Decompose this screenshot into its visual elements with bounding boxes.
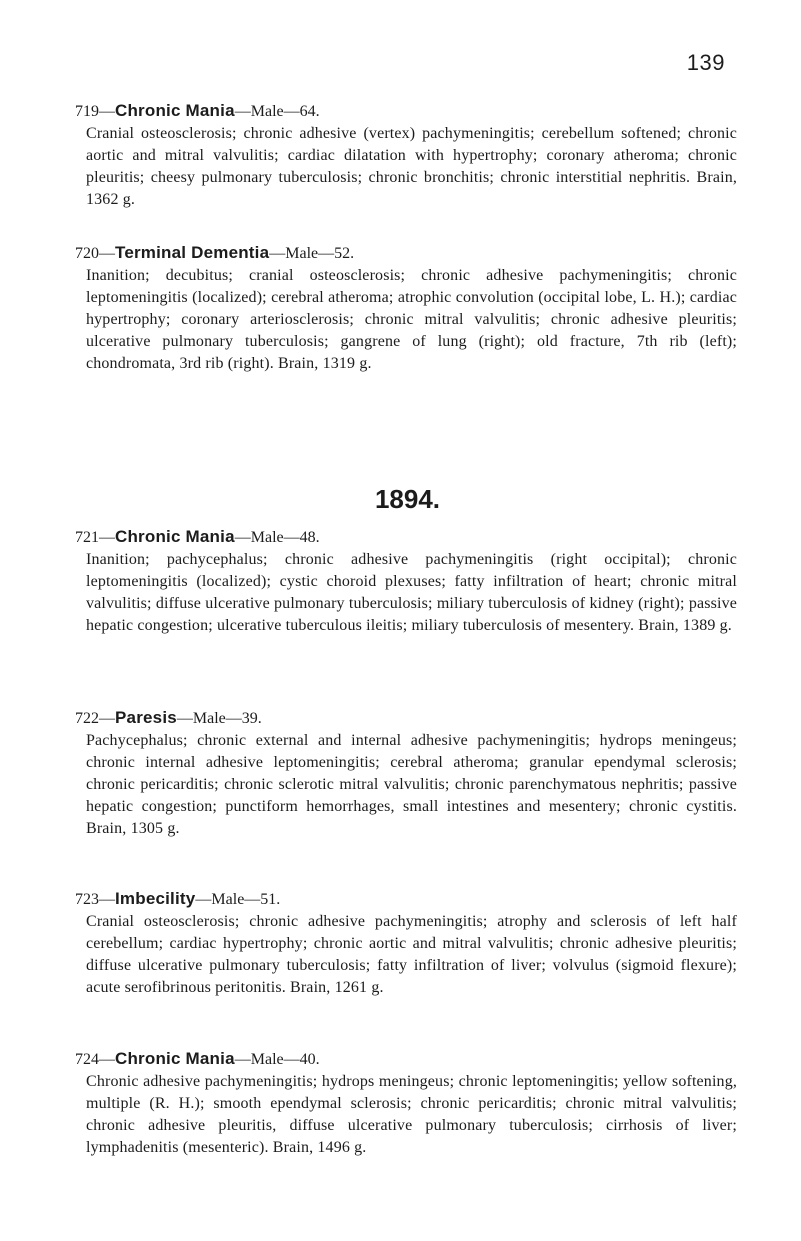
diagnosis: Chronic Mania xyxy=(115,101,235,120)
case-entry-723 xyxy=(75,888,737,999)
autopsy-findings: Cranial osteosclerosis; chronic adhesive pachymeningitis; atrophy and sclerosis of left half cerebellum; cardiac hypertrophy; chronic aortic and mitral valvulitis; chronic adhesive pleuritis; diffuse ulcerative pulmonary tuberculosis; fatty infiltration of liver; volvulus (sigmoid flexure); acute serofibrinous peritonitis. Brain, 1261 g. xyxy=(86,913,737,996)
diagnosis: Terminal Dementia xyxy=(115,243,270,262)
case-entry-721 xyxy=(75,526,737,637)
diagnosis: Chronic Mania xyxy=(115,527,235,546)
case-number: 719— xyxy=(75,103,115,120)
case-number: 724— xyxy=(75,1051,115,1068)
autopsy-findings: Inanition; decubitus; cranial osteosclerosis; chronic adhesive pachymeningitis; chronic leptomeningitis (localized); cerebral atheroma; atrophic convolution (occipital lobe, L. H.); cardiac hypertrophy; coronary arteriosclerosis; chronic mitral valvulitis; chronic adhesive pleuritis; ulcerative pulmonary tuberculosis; gangrene of lung (right); old fracture, 7th rib (left); chondromata, 3rd rib (right). Brain, 1319 g. xyxy=(86,267,737,372)
diagnosis: Paresis xyxy=(115,708,177,727)
patient-sex-age: —Male—39. xyxy=(176,710,262,727)
case-entry-724 xyxy=(75,1048,737,1159)
patient-sex-age: —Male—51. xyxy=(195,891,281,908)
page-number: 139 xyxy=(686,50,725,75)
entry-heading xyxy=(75,526,737,549)
entry-heading xyxy=(75,707,737,730)
patient-sex-age: —Male—64. xyxy=(234,103,320,120)
entry-heading xyxy=(75,1048,737,1071)
autopsy-findings: Chronic adhesive pachymeningitis; hydrops meningeus; chronic leptomeningitis; yellow softening, multiple (R. H.); smooth ependymal sclerosis; chronic pericarditis; chronic mitral valvulitis; chronic adhesive pleuritis, diffuse ulcerative pulmonary tuberculosis; cirrhosis of liver; lymphadenitis (mesenteric). Brain, 1496 g. xyxy=(86,1073,737,1156)
case-number: 720— xyxy=(75,245,115,262)
autopsy-findings: Pachycephalus; chronic external and internal adhesive pachymeningitis; hydrops meningeus; chronic internal adhesive leptomeningitis; cerebral atheroma; granular ependymal sclerosis; chronic pericarditis; chronic sclerotic mitral valvulitis; chronic parenchymatous nephritis; passive hepatic congestion; punctiform hemorrhages, small intestines and mesentery; chronic cystitis. Brain, 1305 g. xyxy=(86,732,737,837)
autopsy-findings: Cranial osteosclerosis; chronic adhesive (vertex) pachymeningitis; cerebellum softened; chronic aortic and mitral valvulitis; cardiac dilatation with hypertrophy; coronary atheroma; chronic pleuritis; cheesy pulmonary tuberculosis; chronic bronchitis; chronic interstitial nephritis. Brain, 1362 g. xyxy=(86,125,737,208)
diagnosis: Chronic Mania xyxy=(115,1049,235,1068)
patient-sex-age: —Male—52. xyxy=(269,245,355,262)
diagnosis: Imbecility xyxy=(115,889,196,908)
entry-heading xyxy=(75,888,737,911)
patient-sex-age: —Male—40. xyxy=(234,1051,320,1068)
autopsy-findings: Inanition; pachycephalus; chronic adhesive pachymeningitis (right occipital); chronic leptomeningitis (localized); cystic choroid plexuses; fatty infiltration of heart; chronic mitral valvulitis; diffuse ulcerative pulmonary tuberculosis; miliary tuberculosis of kidney (right); passive hepatic congestion; ulcerative tuberculous ileitis; miliary tuberculosis of mesentery. Brain, 1389 g. xyxy=(86,551,737,634)
case-number: 723— xyxy=(75,891,115,908)
case-entry-722 xyxy=(75,707,737,840)
case-entry-719 xyxy=(75,100,737,211)
patient-sex-age: —Male—48. xyxy=(234,529,320,546)
case-number: 722— xyxy=(75,710,115,727)
entry-heading xyxy=(75,242,737,265)
section-year: 1894. xyxy=(374,484,441,514)
entry-heading xyxy=(75,100,737,123)
case-number: 721— xyxy=(75,529,115,546)
case-entry-720 xyxy=(75,242,737,375)
